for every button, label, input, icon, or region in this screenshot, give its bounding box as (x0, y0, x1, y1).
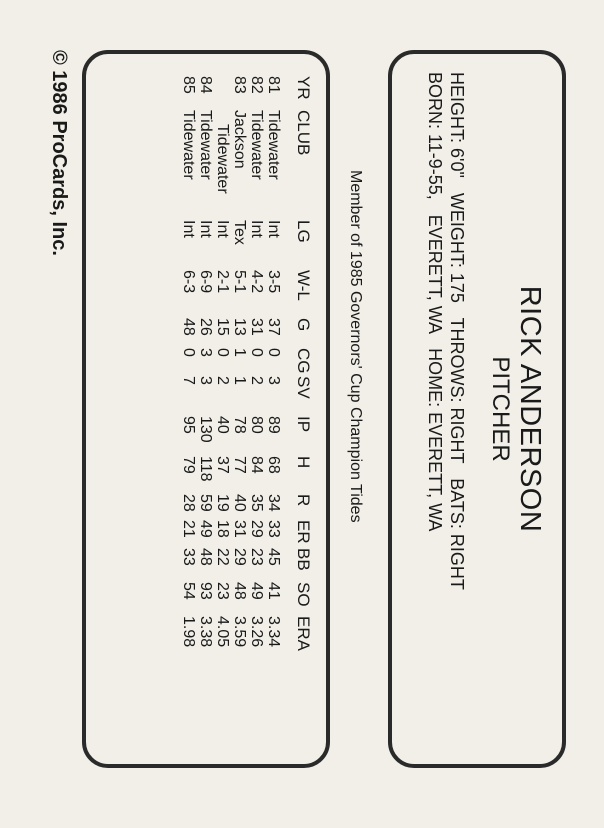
header-sv: SV (294, 376, 313, 399)
table-cell: Int (248, 220, 265, 238)
table-cell: 23 (248, 548, 265, 566)
table-cell: 3-5 (265, 270, 282, 294)
table-cell: 45 (265, 548, 282, 566)
table-cell: Tex (231, 220, 248, 245)
header-r: R (294, 494, 313, 507)
header-lg: LG (294, 220, 313, 243)
table-cell: 6-3 (180, 270, 197, 294)
table-cell: 49 (248, 582, 265, 600)
table-cell: 95 (180, 416, 197, 434)
table-cell: 21 (180, 520, 197, 538)
table-cell: 54 (180, 582, 197, 600)
table-cell: 85 (180, 76, 197, 94)
table-cell: 13 (231, 318, 248, 336)
table-row (180, 76, 197, 656)
table-cell: 33 (265, 520, 282, 538)
table-cell: 22 (214, 548, 231, 566)
table-cell: 3 (265, 376, 282, 385)
copyright-notice: © 1986 ProCards, Inc. (48, 50, 70, 256)
header-wl: W-L (294, 270, 313, 301)
table-cell: Int (180, 220, 197, 238)
table-cell: 78 (231, 416, 248, 434)
table-cell: 1.98 (180, 616, 197, 648)
table-cell: 0 (180, 348, 197, 357)
table-cell: 118 (197, 456, 214, 482)
table-cell: 31 (231, 520, 248, 538)
table-cell: 37 (214, 456, 231, 474)
table-cell: 2-1 (214, 270, 231, 294)
table-cell: 40 (214, 416, 231, 434)
table-cell: 68 (265, 456, 282, 474)
header-cg: CG (294, 348, 313, 374)
table-cell: 130 (197, 416, 214, 443)
stats-header-row (282, 76, 312, 656)
table-cell: 3.34 (265, 616, 282, 648)
header-ip: IP (294, 416, 313, 433)
table-cell: 41 (265, 582, 282, 600)
table-cell: 4.05 (214, 616, 231, 648)
table-cell: Tidewater (214, 124, 231, 194)
table-cell: Int (197, 220, 214, 238)
table-cell: 3.59 (231, 616, 248, 648)
table-cell: 5-1 (231, 270, 248, 294)
table-cell: 48 (231, 582, 248, 600)
table-cell: 29 (248, 520, 265, 538)
table-cell: 2 (214, 376, 231, 385)
table-cell: 37 (265, 318, 282, 336)
table-cell: Tidewater (180, 110, 197, 180)
stats-box (82, 50, 330, 768)
table-cell: 0 (214, 348, 231, 357)
table-cell: 80 (248, 416, 265, 434)
table-cell (214, 76, 231, 110)
table-cell: 48 (180, 318, 197, 336)
stats-table (180, 76, 312, 656)
header-yr: YR (294, 76, 313, 100)
table-cell: 82 (248, 76, 265, 94)
table-cell: 6-9 (197, 270, 214, 294)
table-row (197, 76, 214, 656)
table-row (214, 76, 231, 656)
table-cell: 35 (248, 494, 265, 512)
table-cell: 77 (231, 456, 248, 474)
header-h: H (294, 456, 313, 469)
table-cell: Int (214, 220, 231, 238)
table-cell: 40 (231, 494, 248, 512)
table-cell: 19 (214, 494, 231, 512)
table-cell: Int (265, 220, 282, 238)
table-cell: 84 (248, 456, 265, 474)
table-cell: 89 (265, 416, 282, 434)
table-cell: 93 (197, 582, 214, 600)
header-club: CLUB (294, 110, 313, 156)
player-position: PITCHER (487, 356, 514, 462)
header-bb: BB (294, 548, 313, 571)
table-row (265, 76, 282, 656)
table-cell: 4-2 (248, 270, 265, 294)
table-cell: 1 (231, 376, 248, 385)
table-cell: 84 (197, 76, 214, 94)
table-cell: 7 (180, 376, 197, 385)
table-cell: 81 (265, 76, 282, 94)
table-cell: 3.26 (248, 616, 265, 648)
table-cell: 23 (214, 582, 231, 600)
table-cell: Tidewater (197, 110, 214, 180)
table-cell: 31 (248, 318, 265, 336)
table-cell: 33 (180, 548, 197, 566)
table-cell: 49 (197, 520, 214, 538)
table-cell: Tidewater (265, 110, 282, 180)
table-cell: 3 (197, 348, 214, 357)
vitals-line-1: HEIGHT: 6'0" WEIGHT: 175 THROWS: RIGHT BATS: RIGHT (447, 72, 467, 590)
table-cell: 83 (231, 76, 248, 94)
table-cell: 0 (248, 348, 265, 357)
table-cell: Tidewater (248, 110, 265, 180)
player-info-box (388, 50, 566, 768)
table-cell: 79 (180, 456, 197, 474)
table-cell: 29 (231, 548, 248, 566)
vitals-line-2: BORN: 11-9-55, EVERETT, WA HOME: EVERETT, WA (425, 72, 445, 532)
table-cell: 34 (265, 494, 282, 512)
table-cell: Jackson (231, 110, 248, 169)
header-era: ERA (294, 616, 313, 651)
table-cell: 18 (214, 520, 231, 538)
header-so: SO (294, 582, 313, 607)
table-cell: 3.38 (197, 616, 214, 648)
player-name: RICK ANDERSON (514, 285, 546, 533)
header-er: ER (294, 520, 313, 544)
header-g: G (294, 318, 313, 332)
table-cell: 15 (214, 318, 231, 336)
table-cell: 3 (197, 376, 214, 385)
table-cell: 48 (197, 548, 214, 566)
table-row (248, 76, 265, 656)
table-cell: 59 (197, 494, 214, 512)
table-cell: 2 (248, 376, 265, 385)
member-note: Member of 1985 Governors' Cup Champion Tides (347, 170, 364, 523)
table-cell: 28 (180, 494, 197, 512)
player-vitals (424, 72, 468, 590)
table-row (231, 76, 248, 656)
table-cell: 0 (265, 348, 282, 357)
table-cell: 26 (197, 318, 214, 336)
table-cell: 1 (231, 348, 248, 357)
